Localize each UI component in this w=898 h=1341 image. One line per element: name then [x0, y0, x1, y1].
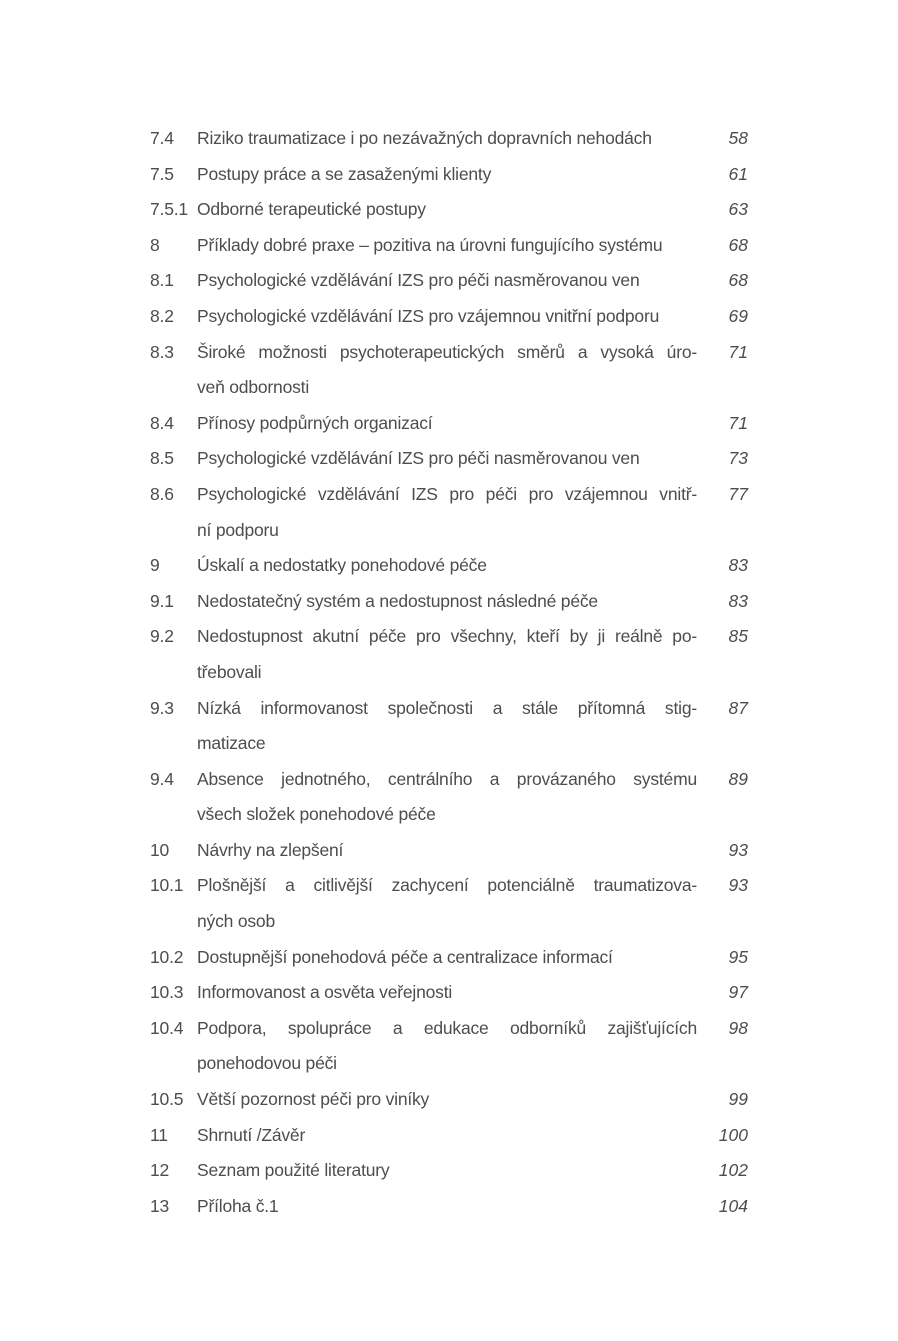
toc-entry-page-number: 95 [728, 946, 748, 967]
toc-entry-title [197, 228, 697, 264]
toc-entry-number: 10.5 [150, 1089, 184, 1110]
toc-entry-title [197, 548, 697, 584]
toc-entry-number: 8.6 [150, 483, 174, 504]
toc-entry-number: 10.2 [150, 946, 184, 967]
toc-entry-title [197, 940, 697, 976]
toc-entry-page-number: 68 [728, 234, 748, 255]
toc-entry-title-line: Postupy práce a se zasaženými klienty [197, 163, 492, 184]
toc-entry [150, 762, 748, 833]
toc-entry [150, 335, 748, 406]
toc-entry-number: 7.5.1 [150, 199, 188, 220]
toc-entry-number: 8.1 [150, 270, 174, 291]
toc-entry [150, 833, 748, 869]
toc-entry-title-line: ní podporu [197, 519, 279, 540]
toc-entry-title [197, 868, 697, 939]
toc-entry-page-number: 102 [718, 1160, 748, 1181]
toc-entry-number: 12 [150, 1160, 170, 1181]
toc-entry-title-line: Plošnější a citlivější zachycení potenciálně traumatizova- [197, 875, 697, 896]
toc-entry-page-number: 83 [728, 555, 748, 576]
toc-entry-number: 8.2 [150, 305, 174, 326]
toc-entry-title-line: Příklady dobré praxe – pozitiva na úrovni fungujícího systému [197, 234, 663, 255]
toc-entry-title [197, 192, 697, 228]
toc-entry [150, 157, 748, 193]
toc-entry-number: 10.1 [150, 875, 184, 896]
toc-entry-number: 10.3 [150, 982, 184, 1003]
toc-entry-page-number: 63 [728, 199, 748, 220]
toc-entry-title-line: Větší pozornost péči pro viníky [197, 1089, 430, 1110]
toc-entry [150, 1011, 748, 1082]
toc-entry-page-number: 93 [728, 875, 748, 896]
toc-entry-title-line: Návrhy na zlepšení [197, 839, 344, 860]
toc-entry-number: 7.5 [150, 163, 174, 184]
toc-entry-page-number: 73 [728, 448, 748, 469]
toc-entry-page-number: 77 [728, 483, 748, 504]
toc-entry-number: 8 [150, 234, 160, 255]
toc-entry [150, 940, 748, 976]
toc-entry-title [197, 157, 697, 193]
toc-entry [150, 975, 748, 1011]
toc-entry-title [197, 1011, 697, 1082]
toc-entry-title-line: všech složek ponehodové péče [197, 804, 436, 825]
toc-entry-page-number: 104 [718, 1195, 748, 1216]
toc-entry-title-line: Nedostupnost akutní péče pro všechny, kteří by ji reálně po- [197, 626, 697, 647]
toc-entry-page-number: 68 [728, 270, 748, 291]
toc-entry-title [197, 833, 697, 869]
toc-entry-page-number: 99 [728, 1089, 748, 1110]
toc-entry-title-line: Úskalí a nedostatky ponehodové péče [197, 555, 487, 576]
toc-entry-page-number: 100 [718, 1124, 748, 1145]
toc-entry-title-line: Podpora, spolupráce a edukace odborníků zajišťujících [197, 1017, 697, 1038]
toc-entry-title-line: Informovanost a osvěta veřejnosti [197, 982, 453, 1003]
toc-entry [150, 548, 748, 584]
toc-entry-title [197, 1082, 697, 1118]
toc-entry-page-number: 93 [728, 839, 748, 860]
toc-entry-page-number: 97 [728, 982, 748, 1003]
toc-entry-title [197, 441, 697, 477]
toc-entry-page-number: 61 [728, 163, 748, 184]
toc-entry [150, 192, 748, 228]
toc-entry-number: 9.2 [150, 626, 174, 647]
toc-entry-title-line: Shrnutí /Závěr [197, 1124, 306, 1145]
toc-entry-title-line: Odborné terapeutické postupy [197, 199, 426, 220]
toc-entry-page-number: 89 [728, 768, 748, 789]
toc-entry [150, 121, 748, 157]
toc-entry-title-line: Psychologické vzdělávání IZS pro vzájemnou vnitřní podporu [197, 305, 660, 326]
toc-entry-title [197, 1189, 697, 1225]
toc-entry-title [197, 691, 697, 762]
toc-entry-title [197, 1118, 697, 1154]
toc-entry-title-line: Riziko traumatizace i po nezávažných dopravních nehodách [197, 128, 652, 148]
toc-entry-title [197, 121, 697, 157]
toc-entry-number: 7.4 [150, 128, 174, 148]
toc-entry-title [197, 762, 697, 833]
toc-entry-title [197, 335, 697, 406]
toc-entry [150, 1153, 748, 1189]
toc-entry-page-number: 87 [728, 697, 748, 718]
toc-entry [150, 263, 748, 299]
toc-entry-title-line: Psychologické vzdělávání IZS pro péči nasměrovanou ven [197, 448, 640, 469]
toc-entry-title [197, 299, 697, 335]
toc-entry [150, 584, 748, 620]
toc-entry-title-line: Dostupnější ponehodová péče a centralizace informací [197, 946, 613, 967]
toc-entry-page-number: 71 [728, 341, 748, 362]
toc-entry-title-line: třebovali [197, 661, 262, 682]
toc-entry-title-line: Nízká informovanost společnosti a stále přítomná stig- [197, 697, 697, 718]
toc-entry-title-line: veň odbornosti [197, 377, 310, 398]
toc-entry [150, 691, 748, 762]
toc-entry-title-line: ných osob [197, 911, 275, 932]
toc-entry-number: 9.4 [150, 768, 174, 789]
toc-entry-title-line: Psychologické vzdělávání IZS pro péči nasměrovanou ven [197, 270, 640, 291]
toc-entry [150, 441, 748, 477]
toc-entry-title [197, 619, 697, 690]
toc-entry-number: 9.1 [150, 590, 174, 611]
toc-entry-title [197, 406, 697, 442]
toc-entry-number: 8.3 [150, 341, 174, 362]
toc-entry-title-line: Absence jednotného, centrálního a provázaného systému [197, 768, 697, 789]
toc-entry-title-line: matizace [197, 733, 266, 754]
toc-entry-number: 10 [150, 839, 170, 860]
toc-entry [150, 299, 748, 335]
toc-entry-title [197, 477, 697, 548]
toc-entry-page-number: 69 [728, 305, 748, 326]
toc-entry-title [197, 584, 697, 620]
toc-entry-number: 8.5 [150, 448, 174, 469]
toc-entry-number: 11 [150, 1124, 168, 1145]
toc-entry-page-number: 85 [728, 626, 748, 647]
toc-entry-title [197, 1153, 697, 1189]
toc-entry-page-number: 71 [728, 412, 748, 433]
toc-entry-number: 9 [150, 555, 160, 576]
toc-entry-number: 9.3 [150, 697, 174, 718]
toc-entry [150, 1189, 748, 1225]
toc-entry [150, 1118, 748, 1154]
toc-entry-title-line: Psychologické vzdělávání IZS pro péči pro vzájemnou vnitř- [197, 483, 697, 504]
toc-entry-page-number: 83 [728, 590, 748, 611]
toc-entry-title-line: Široké možnosti psychoterapeutických směrů a vysoká úro- [197, 341, 697, 362]
toc-entry-title [197, 263, 697, 299]
toc-entry-number: 10.4 [150, 1017, 184, 1038]
toc-entry [150, 1082, 748, 1118]
toc-entry-title-line: Seznam použité literatury [197, 1160, 390, 1181]
toc-entry [150, 406, 748, 442]
toc-entry-number: 13 [150, 1195, 170, 1216]
toc-entry-title-line: Nedostatečný systém a nedostupnost následné péče [197, 590, 598, 611]
toc-entry-number: 8.4 [150, 412, 174, 433]
toc-entry [150, 477, 748, 548]
toc-entry [150, 868, 748, 939]
toc-entry-title [197, 975, 697, 1011]
toc-entry [150, 619, 748, 690]
toc-entry-title-line: Přínosy podpůrných organizací [197, 412, 433, 433]
toc-entry-title-line: ponehodovou péči [197, 1053, 337, 1074]
toc-entry-title-line: Příloha č.1 [197, 1195, 279, 1216]
table-of-contents [150, 121, 748, 1224]
toc-entry-page-number: 58 [728, 128, 748, 148]
toc-entry [150, 228, 748, 264]
toc-entry-page-number: 98 [728, 1017, 748, 1038]
